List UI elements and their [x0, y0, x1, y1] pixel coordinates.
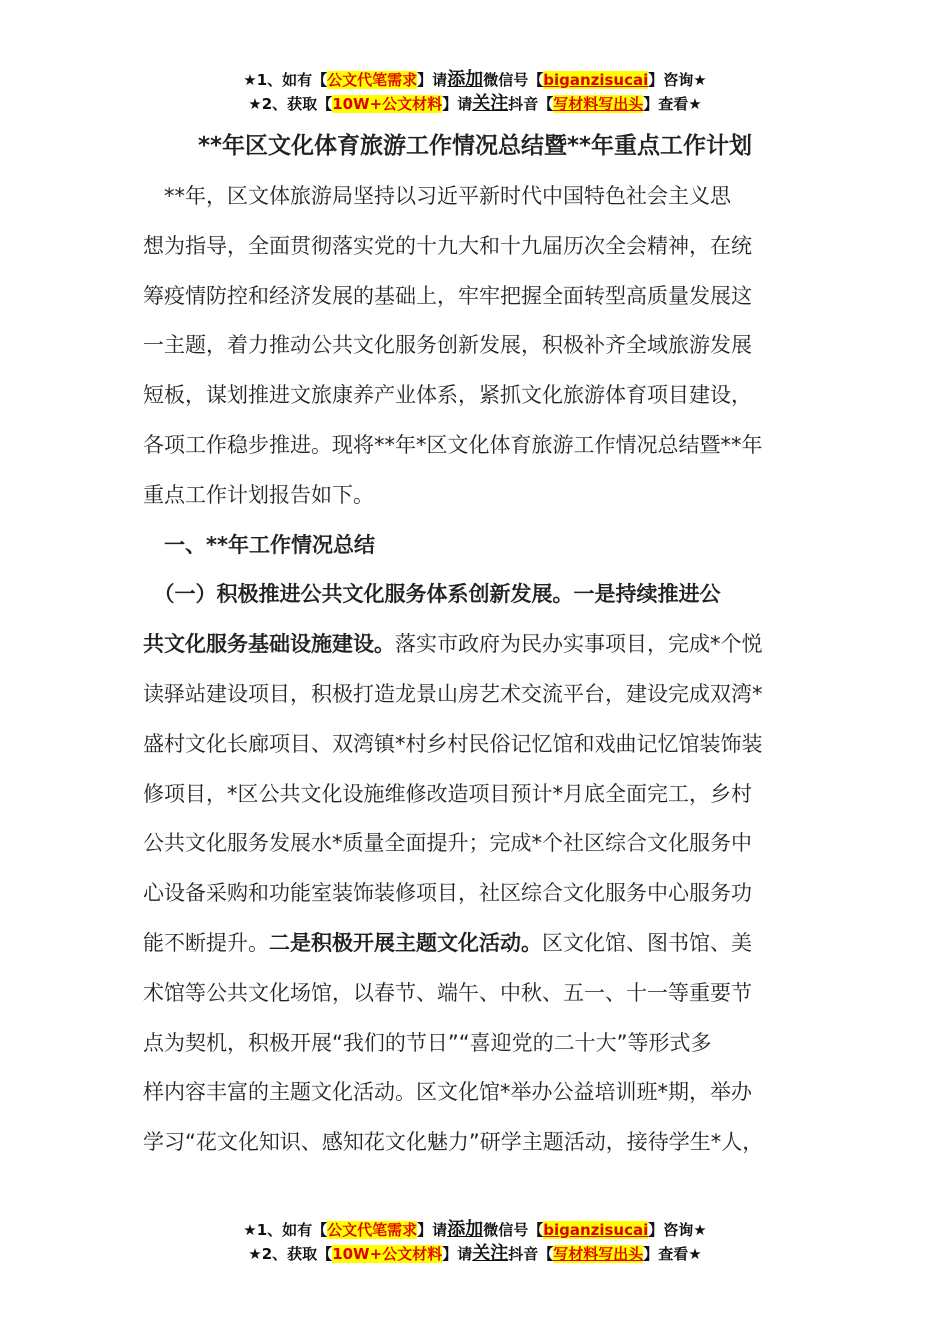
banner-text: 抖音【: [508, 95, 554, 113]
banner-emphasis: 关注: [472, 93, 509, 114]
text-segment: 样内容丰富的主题文化活动。区文化馆*举办公益培训班*期，举办: [143, 1080, 752, 1105]
document-title: **年区文化体育旅游工作情况总结暨**年重点工作计划: [197, 133, 753, 159]
text-segment: 术馆等公共文化场馆，以春节、端午、中秋、五一、十一等重要节: [143, 980, 752, 1005]
promo-banner-bottom: [0, 1218, 950, 1266]
banner-text: 】查看★: [643, 95, 702, 113]
document-body: [143, 172, 823, 1168]
banner-text: 】请: [417, 71, 448, 89]
text-segment: 修项目，*区公共文化设施维修改造项目预计*月底全面完工，乡村: [143, 781, 752, 806]
banner-line-2: [0, 1242, 950, 1266]
wechat-id: biganzisucai: [543, 71, 649, 89]
banner-text: 】查看★: [643, 1245, 702, 1263]
text-segment: 点为契机，积极开展“我们的节日”“喜迎党的二十大”等形式多: [143, 1030, 712, 1055]
douyin-id: 写材料写出头: [553, 1245, 644, 1263]
text-segment: 各项工作稳步推进。现将**年*区文化体育旅游工作情况总结暨**年: [143, 432, 763, 457]
text-segment: 盛村文化长廊项目、双湾镇*村乡村民俗记忆馆和戏曲记忆馆装饰装: [143, 731, 763, 756]
text-line: [143, 670, 823, 720]
text-line: [143, 172, 823, 222]
text-segment: 心设备采购和功能室装饰装修项目，社区综合文化服务中心服务功: [143, 881, 752, 906]
text-segment: 区文化馆、图书馆、美: [542, 930, 752, 955]
text-segment: 筹疫情防控和经济发展的基础上，牢牢把握全面转型高质量发展这: [143, 283, 752, 308]
text-line: [143, 222, 823, 272]
text-line: [143, 421, 823, 471]
text-line: [143, 869, 823, 919]
douyin-id: 写材料写出头: [553, 95, 644, 113]
banner-line-2: [0, 92, 950, 116]
banner-text: 抖音【: [508, 1245, 554, 1263]
banner-text: 微信号【: [483, 1221, 544, 1239]
text-segment: 公共文化服务发展水*质量全面提升；完成*个社区综合文化服务中: [143, 831, 752, 856]
text-line: [143, 720, 823, 770]
wechat-id: biganzisucai: [543, 1221, 649, 1239]
banner-highlight: 10W+公文材料: [332, 1245, 443, 1263]
text-line: [143, 570, 823, 620]
text-segment: **年，区文体旅游局坚持以习近平新时代中国特色社会主义思: [143, 184, 731, 208]
bold-text: 一、**年工作情况总结: [143, 532, 375, 557]
text-line: [143, 272, 823, 322]
text-segment: 重点工作计划报告如下。: [143, 482, 374, 507]
banner-text: 】请: [417, 1221, 448, 1239]
banner-line-1: [0, 68, 950, 92]
banner-line-1: [0, 1218, 950, 1242]
banner-highlight: 公文代笔需求: [327, 1221, 418, 1239]
text-segment: 想为指导，全面贯彻落实党的十九大和十九届历次全会精神，在统: [143, 233, 752, 258]
text-line: [143, 371, 823, 421]
banner-emphasis: 关注: [472, 1243, 509, 1264]
banner-text: 微信号【: [483, 71, 544, 89]
banner-text: ★2、获取【: [248, 95, 333, 113]
banner-text: 】请: [442, 1245, 473, 1263]
text-line: [143, 819, 823, 869]
text-segment: 落实市政府为民办实事项目，完成*个悦: [395, 632, 763, 657]
text-segment: 读驿站建设项目，积极打造龙景山房艺术交流平台，建设完成双湾*: [143, 681, 763, 706]
banner-highlight: 10W+公文材料: [332, 95, 443, 113]
bold-text: （一）积极推进公共文化服务体系创新发展。一是持续推进公: [143, 582, 721, 607]
text-segment: 能不断提升。: [143, 930, 269, 955]
banner-emphasis: 添加: [447, 1219, 484, 1240]
text-line: [143, 969, 823, 1019]
banner-highlight: 公文代笔需求: [327, 71, 418, 89]
bold-text: 共文化服务基础设施建设。: [143, 632, 395, 657]
text-segment: 短板，谋划推进文旅康养产业体系，紧抓文化旅游体育项目建设，: [143, 383, 752, 408]
banner-text: 】咨询★: [648, 1221, 707, 1239]
banner-text: 】请: [442, 95, 473, 113]
text-line: [143, 1068, 823, 1118]
text-line: [143, 620, 823, 670]
text-segment: 一主题，着力推动公共文化服务创新发展，积极补齐全域旅游发展: [143, 333, 752, 358]
banner-emphasis: 添加: [447, 69, 484, 90]
bold-text: 二是积极开展主题文化活动。: [269, 930, 542, 955]
text-line: [143, 521, 823, 571]
promo-banner-top: [0, 68, 950, 116]
text-line: [143, 1118, 823, 1168]
text-line: [143, 471, 823, 521]
text-line: [143, 1019, 823, 1069]
text-line: [143, 770, 823, 820]
banner-text: ★1、如有【: [243, 1221, 328, 1239]
text-line: [143, 321, 823, 371]
banner-text: 】咨询★: [648, 71, 707, 89]
banner-text: ★1、如有【: [243, 71, 328, 89]
text-line: [143, 919, 823, 969]
text-segment: 学习“花文化知识、感知花文化魅力”研学主题活动，接待学生*人，: [143, 1130, 764, 1155]
banner-text: ★2、获取【: [248, 1245, 333, 1263]
